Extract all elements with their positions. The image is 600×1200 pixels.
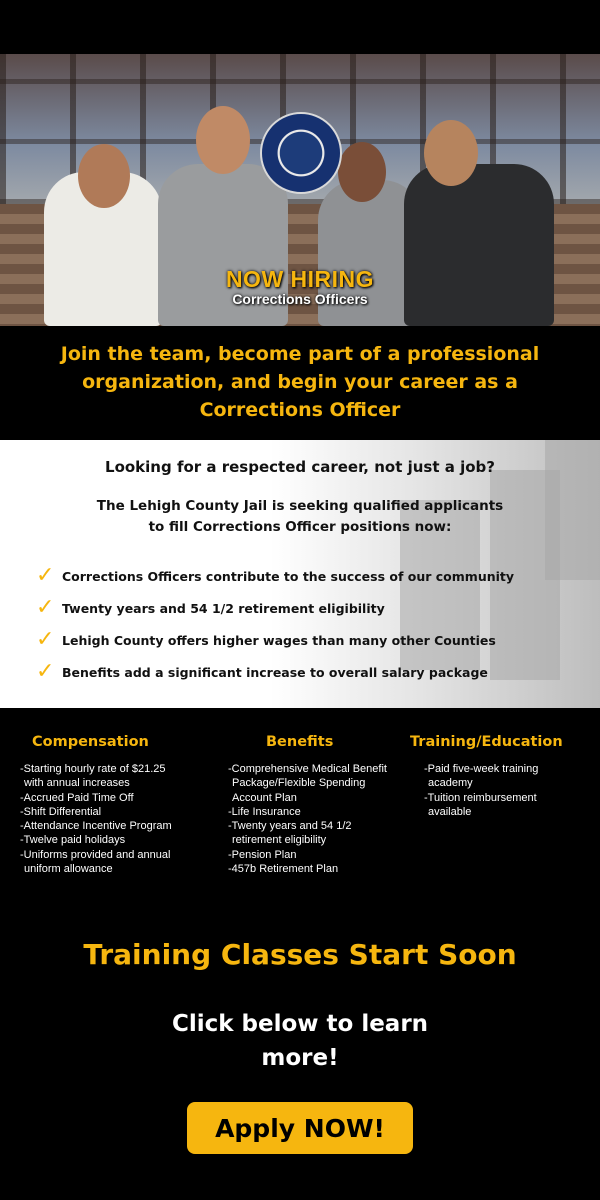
- benefits-list: [228, 762, 408, 876]
- checklist-item: [36, 624, 576, 656]
- training-item: academy: [428, 777, 473, 790]
- hero-photo: [0, 54, 600, 326]
- now-hiring-title: NOW HIRING: [225, 266, 375, 292]
- checklist-text: Lehigh County offers higher wages than many other Counties: [62, 632, 496, 648]
- compensation-item: -Shift Differential: [20, 805, 102, 818]
- training-item: -Tuition reimbursement: [424, 791, 537, 804]
- seeking-statement: [0, 496, 600, 538]
- benefits-item: -Pension Plan: [228, 848, 297, 861]
- compensation-item: with annual increases: [24, 777, 130, 790]
- officer-head-2: [196, 106, 250, 174]
- compensation-item: -Uniforms provided and annual: [20, 848, 171, 861]
- training-classes-headline: Training Classes Start Soon: [83, 938, 517, 971]
- benefits-item: -Comprehensive Medical Benefit: [228, 763, 387, 775]
- checkmark-icon: ✓: [36, 595, 55, 620]
- officer-head-1: [78, 144, 130, 208]
- checkmark-icon: ✓: [36, 627, 55, 652]
- now-hiring-banner: [0, 266, 600, 307]
- training-column: [410, 734, 590, 819]
- benefits-item: Package/Flexible Spending: [232, 777, 366, 790]
- apply-now-button[interactable]: Apply NOW!: [187, 1102, 413, 1154]
- checklist: [36, 560, 576, 688]
- benefits-item: Account Plan: [232, 791, 297, 804]
- compensation-heading: Compensation: [32, 734, 149, 750]
- checkmark-icon: ✓: [36, 659, 55, 684]
- training-item: -Paid five-week training: [424, 763, 539, 775]
- info-section: [0, 440, 600, 708]
- benefits-heading: Benefits: [266, 734, 334, 750]
- intro-line-2: organization, and begin your career as a: [82, 371, 518, 393]
- now-hiring-subtitle: Corrections Officers: [232, 291, 368, 307]
- compensation-item: -Accrued Paid Time Off: [20, 791, 134, 804]
- learn-more-line-1: Click below to learn: [171, 1011, 429, 1037]
- compensation-item: -Twelve paid holidays: [20, 834, 126, 847]
- training-list: [410, 762, 590, 819]
- learn-more-line-2: more!: [261, 1045, 339, 1071]
- checklist-item: [36, 560, 576, 592]
- compensation-list: [20, 762, 220, 876]
- intro-line-1: Join the team, become part of a professional: [60, 343, 540, 365]
- officer-head-4: [424, 120, 478, 186]
- learn-more-text: [0, 1007, 600, 1075]
- checklist-text: Benefits add a significant increase to overall salary package: [62, 664, 488, 680]
- checklist-text: Corrections Officers contribute to the success of our community: [62, 568, 515, 584]
- compensation-item: -Attendance Incentive Program: [20, 820, 172, 833]
- details-columns: [0, 734, 600, 894]
- seeking-line-1: The Lehigh County Jail is seeking qualified applicants: [96, 498, 504, 514]
- county-seal-logo: [260, 112, 342, 194]
- benefits-item: -Life Insurance: [228, 805, 301, 818]
- intro-line-3: Corrections Officer: [199, 399, 401, 421]
- benefits-column: [228, 734, 408, 876]
- career-question: Looking for a respected career, not just a job?: [105, 458, 495, 476]
- benefits-item: -457b Retirement Plan: [228, 863, 339, 876]
- seeking-line-2: to fill Corrections Officer positions now:: [148, 519, 452, 535]
- officer-head-3: [338, 142, 386, 202]
- benefits-item: -Twenty years and 54 1/2: [228, 820, 352, 833]
- compensation-column: [20, 734, 220, 876]
- checklist-text: Twenty years and 54 1/2 retirement eligibility: [62, 600, 385, 616]
- checklist-item: [36, 656, 576, 688]
- intro-headline: [0, 340, 600, 424]
- training-item: available: [428, 805, 472, 818]
- training-heading: Training/Education: [410, 734, 563, 750]
- benefits-item: retirement eligibility: [232, 834, 327, 847]
- compensation-item: -Starting hourly rate of $21.25: [20, 763, 166, 775]
- checklist-item: [36, 592, 576, 624]
- checkmark-icon: ✓: [36, 563, 55, 588]
- compensation-item: uniform allowance: [24, 863, 113, 876]
